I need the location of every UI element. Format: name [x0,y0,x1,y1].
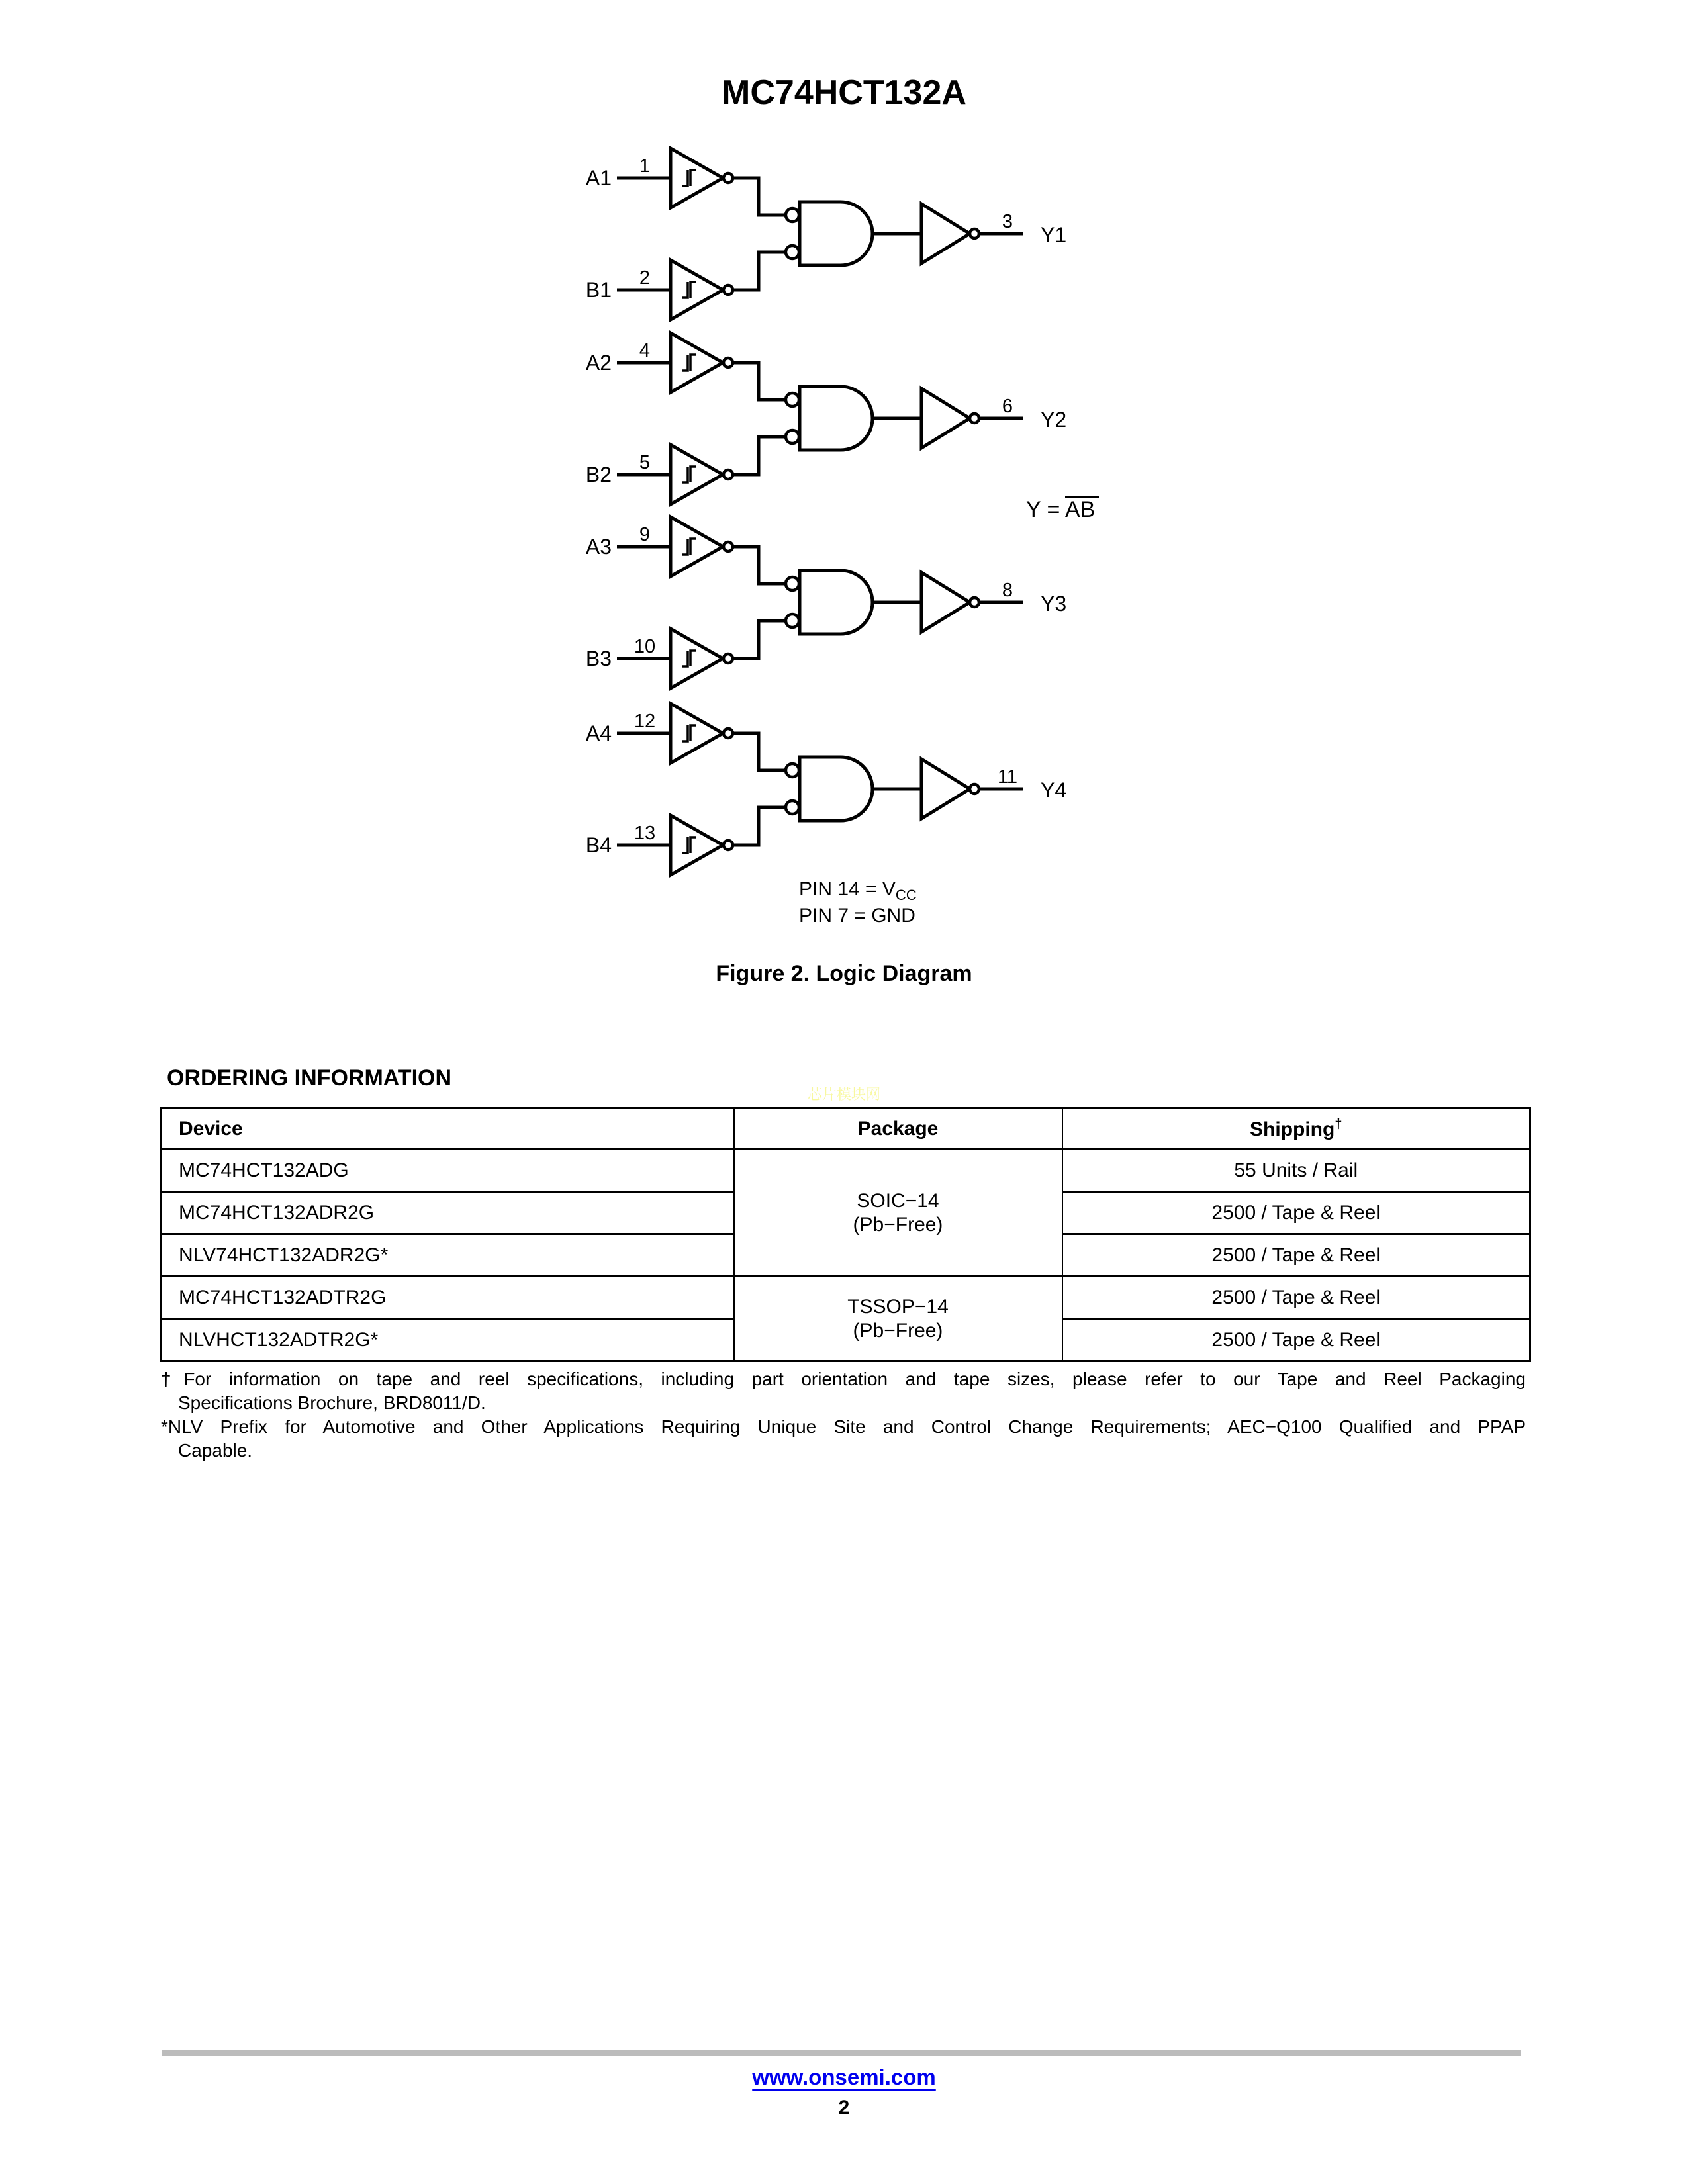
output-label: Y2 [1041,408,1067,432]
shipping-cell: 2500 / Tape & Reel [1062,1277,1530,1319]
table-row [161,1150,1530,1192]
inverter-bubble [724,729,733,738]
package-cell [734,1150,1062,1277]
and-gate-icon [800,757,872,821]
input-b-label: B3 [585,647,612,670]
schmitt-buffer-b-icon [671,445,723,504]
input-b-label: B2 [585,463,612,486]
footnotes [161,1367,1526,1463]
column-header-shipping: Shipping† [1062,1109,1530,1150]
inverter-bubble [970,598,979,607]
gate-stage-2 [586,333,1066,504]
inverter-bubble [724,358,733,367]
output-inverter-icon [921,204,970,263]
inverter-bubble [724,841,733,850]
inverter-bubble [724,173,733,183]
device-cell: MC74HCT132ADTR2G [161,1277,734,1319]
gnd-pin-note: PIN 7 = GND [799,905,915,927]
input-b-label: B4 [585,833,612,857]
input-a-label: A4 [585,721,612,745]
figure-caption: Figure 2. Logic Diagram [716,961,972,986]
device-cell: MC74HCT132ADG [161,1150,734,1192]
schmitt-buffer-a-icon [671,148,723,208]
schmitt-buffer-b-icon [671,260,723,320]
and-gate-icon [800,570,872,634]
gate-stage-3 [586,517,1066,688]
output-pin-number: 11 [997,766,1018,788]
b-to-nand-wire [733,252,785,290]
input-b-pin-number: 2 [639,267,651,289]
gate-stage-1 [586,148,1066,320]
nand-input-bubble [786,246,799,259]
and-gate-icon [800,202,872,265]
input-b-label: B1 [585,278,612,302]
onsemi-website-link[interactable]: www.onsemi.com [752,2065,936,2089]
logic-diagram [0,0,1688,1006]
inverter-bubble [970,414,979,423]
package-name: TSSOP−14 [847,1295,949,1318]
input-a-label: A3 [585,535,612,559]
inverter-bubble [970,784,979,794]
watermark-text: 芯片模块网 [807,1086,880,1103]
output-label: Y3 [1041,592,1067,615]
b-to-nand-wire [733,807,785,845]
vcc-pin-note: PIN $14 = V_{CC}$ [799,878,917,903]
output-inverter-icon [921,759,970,819]
output-pin-number: 6 [1002,396,1013,417]
page-title: MC74HCT132A [722,73,966,112]
nand-input-bubble [786,577,799,590]
input-b-pin-number: 5 [639,452,651,473]
inverter-bubble [970,229,979,238]
nand-input-bubble [786,801,799,814]
footnote-tape-reel-line1: †For information on tape and reel specifications, including part orientation and tape sizes, please refer to our Tape and Reel Packaging [161,1369,1526,1389]
device-cell: NLVHCT132ADTR2G* [161,1319,734,1361]
input-a-label: A1 [585,166,612,190]
table-row [161,1277,1530,1319]
nand-input-bubble [786,208,799,222]
nand-input-bubble [786,614,799,627]
page-number: 2 [838,2097,850,2118]
schmitt-buffer-a-icon [671,704,723,763]
output-label: Y1 [1041,223,1067,247]
b-to-nand-wire [733,621,785,659]
a-to-nand-wire [733,178,785,215]
output-inverter-icon [921,572,970,632]
footnote-nlv-line1: *NLV Prefix for Automotive and Other Applications Requiring Unique Site and Control Change Requirements; AEC−Q100 Qualified and PPAP [161,1416,1526,1437]
table-header-row [161,1109,1530,1150]
a-to-nand-wire [733,733,785,770]
shipping-cell: 2500 / Tape & Reel [1062,1319,1530,1361]
package-subtext: (Pb−Free) [853,1213,943,1236]
schmitt-buffer-a-icon [671,333,723,392]
device-cell: MC74HCT132ADR2G [161,1192,734,1234]
input-a-pin-number: 1 [639,156,651,177]
input-b-pin-number: 13 [633,823,656,844]
shipping-cell: 55 Units / Rail [1062,1150,1530,1192]
logic-equation: Y = AB [1026,497,1096,522]
output-inverter-icon [921,388,970,448]
schmitt-buffer-a-icon [671,517,723,576]
footnote-nlv-line2: Capable. [178,1440,253,1461]
package-name: SOIC−14 [857,1189,939,1212]
column-header-package: Package [734,1109,1062,1150]
inverter-bubble [724,654,733,663]
output-pin-number: 8 [1002,580,1013,601]
device-cell: NLV74HCT132ADR2G* [161,1234,734,1277]
input-a-pin-number: 4 [639,340,651,361]
input-a-label: A2 [585,351,612,375]
b-to-nand-wire [733,437,785,475]
column-header-device: Device [161,1109,734,1150]
ordering-information-heading: ORDERING INFORMATION [167,1066,452,1091]
input-b-pin-number: 10 [633,636,656,657]
footnote-tape-reel-line2: Specifications Brochure, BRD8011/D. [178,1392,486,1413]
package-subtext: (Pb−Free) [853,1319,943,1342]
a-to-nand-wire [733,363,785,400]
output-pin-number: 3 [1002,211,1013,232]
footer [0,2065,1688,2090]
input-a-pin-number: 9 [639,524,651,545]
schmitt-buffer-b-icon [671,815,723,875]
ordering-table [160,1107,1531,1362]
output-label: Y4 [1041,778,1067,802]
package-cell [734,1277,1062,1361]
and-gate-icon [800,387,872,450]
shipping-cell: 2500 / Tape & Reel [1062,1234,1530,1277]
dagger-footnote-mark: † [1335,1116,1342,1132]
shipping-cell: 2500 / Tape & Reel [1062,1192,1530,1234]
a-to-nand-wire [733,547,785,584]
schmitt-buffer-b-icon [671,629,723,688]
footer-divider-bar [162,2050,1521,2056]
nand-input-bubble [786,393,799,406]
inverter-bubble [724,542,733,551]
input-a-pin-number: 12 [633,711,656,732]
gate-stage-4 [586,704,1066,875]
nand-input-bubble [786,430,799,443]
inverter-bubble [724,285,733,295]
nand-input-bubble [786,764,799,777]
inverter-bubble [724,470,733,479]
